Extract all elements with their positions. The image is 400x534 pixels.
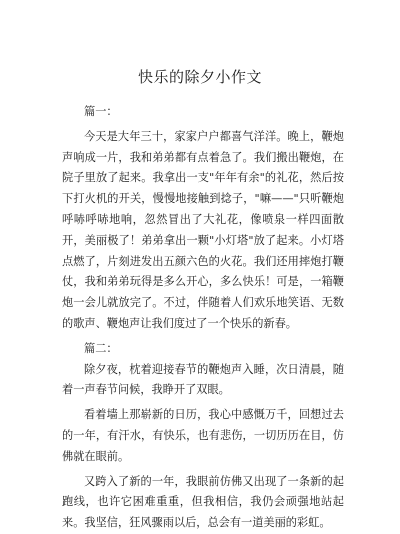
- section-2-label: 篇二：: [84, 341, 118, 355]
- section-2-paragraph-2: 看着墙上那崭新的日历，我心中感慨万千，回想过去的一年，有汗水，有快乐，也有悲伤，一切历历在目，仿佛就在眼前。: [62, 408, 344, 463]
- section-1-label: 篇一：: [84, 105, 118, 118]
- document-title: 快乐的除夕小作文: [137, 68, 262, 86]
- section-2-paragraph-1: 除夕夜，枕着迎接春节的鞭炮声入睡，次日清晨，随着一声春节问候，我睁开了双眼。: [62, 362, 344, 397]
- document-body: [62, 102, 344, 534]
- section-2-paragraph-3: 又跨入了新的一年，我眼前仿佛又出现了一条新的起跑线，也许它困难重重，但我相信，我仍会顽强地站起来。我坚信，狂风骤雨以后，总会有一道美丽的彩虹。: [62, 474, 344, 530]
- section-1-paragraph-1: 今天是大年三十，家家户户都喜气洋洋。晚上，鞭炮声响成一片，我和弟弟都有点着急了。我们搬出鞭炮，在院子里放了起来。我拿出一支"年年有余"的礼花，然后按下打火机的开关，慢慢地接触到捻子，"嘛——"只听鞭炮呼哧呼哧地响，忽然冒出了大礼花，像喷泉一样四面散开，美丽极了！弟弟拿出一颗"小灯塔"放了起来。小灯塔点燃了，片刻进发出五颜六色的火花。我们还用摔炮打鞭仗，我和弟弟玩得是多么开心，多么快乐！可是，一箱鞭炮一会儿就放完了。不过，伴随着人们欢乐地笑语、无数的歌声、鞭炮声让我们度过了一个快乐的新春。: [62, 129, 344, 330]
